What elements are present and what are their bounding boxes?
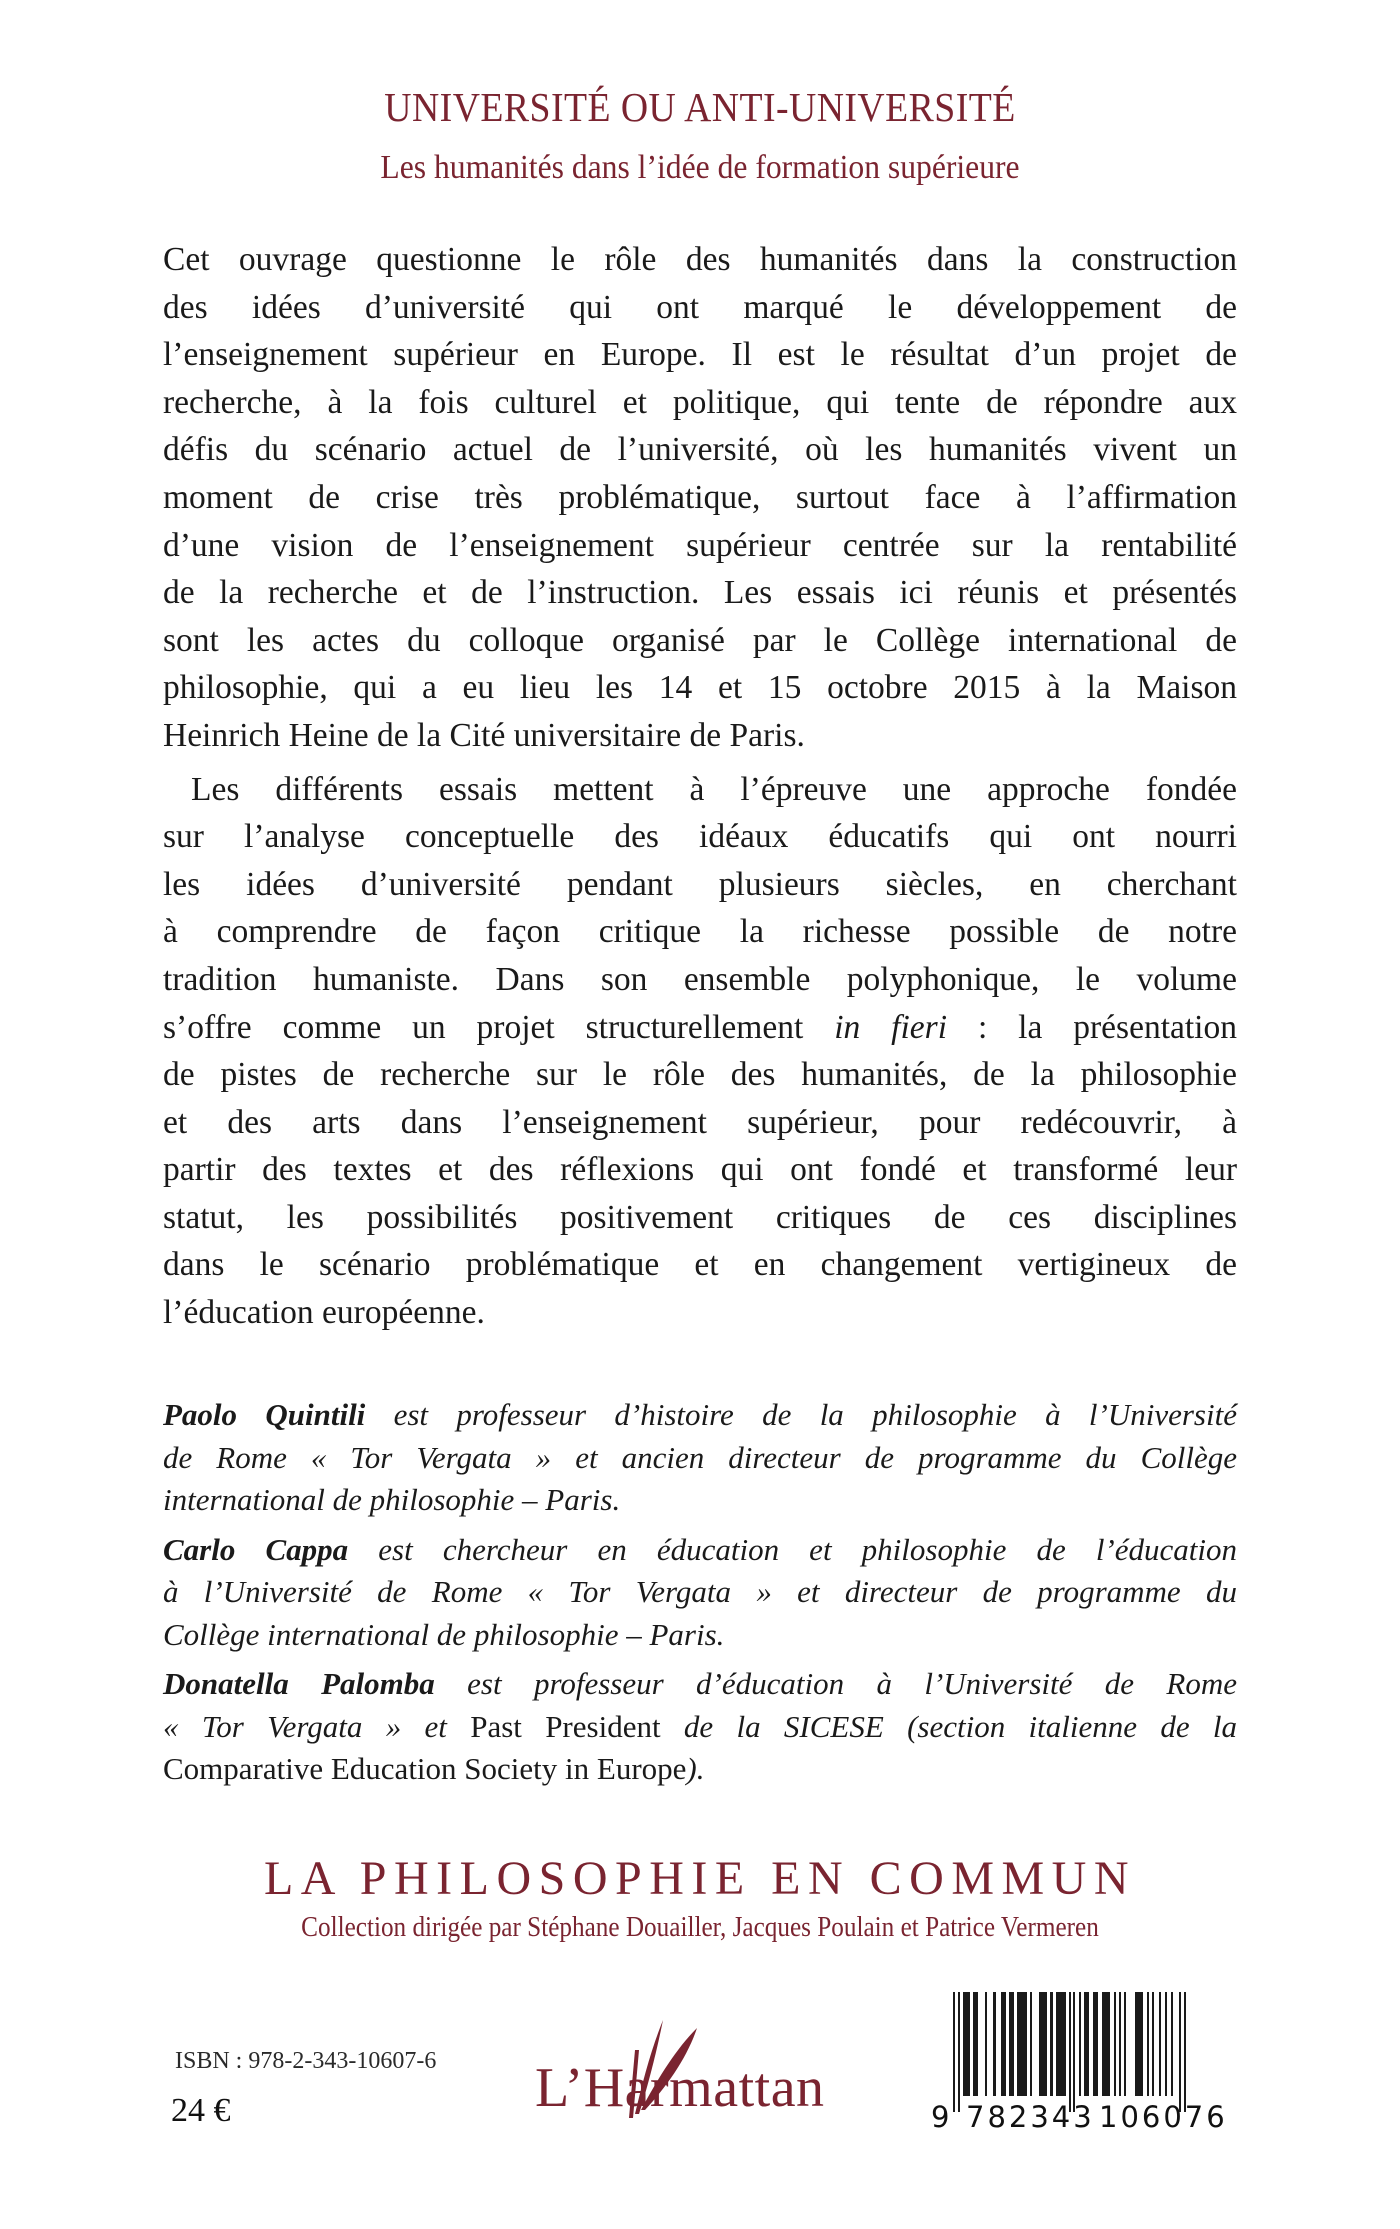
text-line: Collège international de philosophie – Paris.	[163, 1616, 725, 1652]
text-line: à l’Université de Rome « Tor Vergata » et directeur de programme du	[163, 1574, 1237, 1609]
text-line	[163, 1706, 1237, 1749]
text-line	[163, 1663, 1237, 1706]
text-line: moment de crise très problématique, surtout face à l’affirmation	[163, 478, 1237, 516]
text-segment: Comparative Education Society in Europe	[163, 1751, 687, 1786]
author-name: Donatella Palomba	[163, 1666, 435, 1701]
collection-editors: Collection dirigée par Stéphane Douailler, Jacques Poulain et Patrice Vermeren	[301, 1912, 1099, 1943]
author-bios	[163, 1394, 1237, 1798]
book-title: UNIVERSITÉ OU ANTI-UNIVERSITÉ	[384, 84, 1016, 130]
text-line: philosophie, qui a eu lieu les 14 et 15 octobre 2015 à la Maison	[163, 669, 1237, 707]
text-line: défis du scénario actuel de l’université, où les humanités vivent un	[163, 431, 1237, 469]
barcode-digit-group: 106076	[1099, 2100, 1228, 2134]
publisher-name: L’Harmattan	[535, 2057, 825, 2119]
text-segment: ).	[686, 1751, 705, 1786]
text-line: de pistes de recherche sur le rôle des humanités, de la philosophie	[163, 1056, 1237, 1094]
text-line: à comprendre de façon critique la richesse possible de notre	[163, 913, 1237, 951]
text-line: sur l’analyse conceptuelle des idéaux éducatifs qui ont nourri	[163, 818, 1237, 856]
italic-term: in fieri	[834, 1008, 948, 1046]
collection-title: LA PHILOSOPHIE EN COMMUN	[263, 1852, 1137, 1905]
text-line: Cet ouvrage questionne le rôle des humanités dans la construction	[163, 241, 1237, 278]
text-line: dans le scénario problématique et en changement vertigineux de	[163, 1246, 1237, 1284]
author-name: Paolo Quintili	[163, 1397, 366, 1432]
text-line	[163, 1529, 1237, 1572]
text-line: l’enseignement supérieur en Europe. Il est le résultat d’un projet de	[163, 336, 1237, 374]
text-segment: : la présentation	[947, 1008, 1237, 1046]
isbn: ISBN : 978-2-343-10607-6	[175, 2048, 437, 2074]
text-line: Heinrich Heine de la Cité universitaire de Paris.	[163, 716, 805, 754]
text-segment: de la SICESE (section italienne de la	[660, 1708, 1237, 1744]
text-line: statut, les possibilités positivement critiques de ces disciplines	[163, 1198, 1237, 1236]
text-line: recherche, à la fois culturel et politique, qui tente de répondre aux	[163, 383, 1237, 421]
author-name: Carlo Cappa	[163, 1531, 349, 1567]
author-bio-palomba	[163, 1663, 1237, 1791]
barcode-icon	[931, 1974, 1216, 2114]
author-bio-quintili	[163, 1394, 1237, 1522]
text-line: partir des textes et des réflexions qui ont fondé et transformé leur	[163, 1151, 1237, 1189]
text-segment: est chercheur en éducation et philosophie de l’éducation	[348, 1531, 1238, 1567]
text-line: les idées d’université pendant plusieurs siècles, en cherchant	[163, 865, 1237, 903]
text-segment: est professeur d’éducation à l’Université de Rome	[434, 1666, 1237, 1701]
text-segment: s’offre comme un projet structurellement	[163, 1008, 835, 1046]
publisher-logo	[535, 2010, 835, 2130]
text-line: et des arts dans l’enseignement supérieur, pour redécouvrir, à	[163, 1103, 1237, 1141]
author-bio-cappa	[163, 1529, 1237, 1657]
summary-paragraph-1	[163, 236, 1237, 760]
text-line: sont les actes du colloque organisé par le Collège international de	[163, 621, 1237, 659]
text-line: des idées d’université qui ont marqué le développement de	[163, 288, 1237, 326]
isbn-barcode	[931, 1974, 1228, 2134]
text-line: l’éducation européenne.	[163, 1294, 485, 1332]
text-line: tradition humaniste. Dans son ensemble polyphonique, le volume	[163, 960, 1237, 998]
summary-text	[163, 236, 1237, 1337]
text-line: de la recherche et de l’instruction. Les essais ici réunis et présentés	[163, 574, 1237, 612]
text-segment: Past President	[470, 1708, 661, 1744]
text-line	[163, 1394, 1237, 1437]
text-line: Les différents essais mettent à l’épreuve une approche fondée	[191, 770, 1237, 808]
text-line	[163, 1004, 1237, 1052]
barcode-digit: 9	[931, 2100, 950, 2134]
book-subtitle: Les humanités dans l’idée de formation supérieure	[380, 149, 1020, 186]
text-line	[163, 1748, 1237, 1791]
price: 24 €	[171, 2092, 231, 2129]
text-segment: « Tor Vergata » et	[163, 1708, 471, 1744]
text-line: d’une vision de l’enseignement supérieur centrée sur la rentabilité	[163, 526, 1237, 564]
summary-paragraph-2	[163, 766, 1237, 1337]
text-line: de Rome « Tor Vergata » et ancien directeur de programme du Collège	[163, 1439, 1237, 1475]
barcode-digit-group: 782343	[966, 2100, 1095, 2134]
text-line: international de philosophie – Paris.	[163, 1482, 621, 1517]
text-segment: est professeur d’histoire de la philosophie à l’Université	[365, 1397, 1237, 1432]
